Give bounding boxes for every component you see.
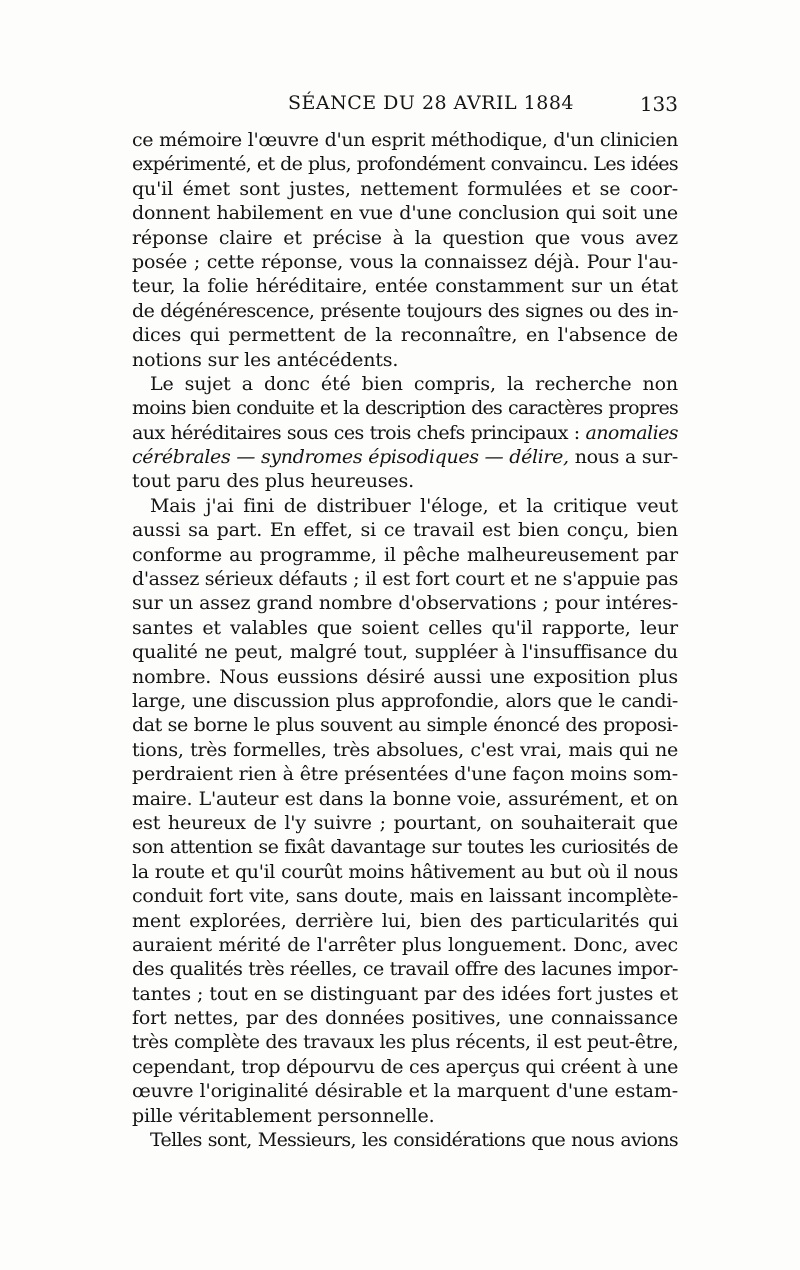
text-segment: santes et valables que soient celles qu'il rapporte, leur — [132, 616, 678, 639]
text-line — [132, 860, 678, 884]
text-segment: aussi sa part. En effet, si ce travail est bien conçu, bien — [132, 519, 678, 542]
text-line — [132, 348, 678, 372]
text-line — [132, 787, 678, 811]
text-segment: d'assez sérieux défauts ; il est fort court et ne s'appuie pas — [132, 568, 678, 591]
text-segment: donnent habilement en vue d'une conclusion qui soit une — [132, 202, 678, 225]
text-line — [132, 1079, 678, 1103]
text-line — [132, 665, 678, 689]
text-segment: très complète des travaux les plus récents, il est peut-être, — [132, 1031, 679, 1054]
text-segment: auraient mérité de l'arrêter plus longuement. Donc, avec — [132, 933, 678, 956]
text-line — [132, 469, 678, 493]
italic-text: anomalies — [585, 421, 678, 444]
text-line — [132, 372, 678, 396]
text-line — [132, 445, 678, 469]
text-segment: dat se borne le plus souvent au simple énoncé des proposi- — [132, 714, 678, 737]
text-line — [132, 543, 678, 567]
text-line — [132, 274, 678, 298]
text-segment: qu'il émet sont justes, nettement formulées et se coor- — [132, 177, 678, 200]
text-line — [132, 177, 678, 201]
text-line — [132, 421, 678, 445]
text-line — [132, 152, 678, 176]
text-segment: tantes ; tout en se distinguant par des idées fort justes et — [132, 982, 678, 1005]
text-line — [132, 226, 678, 250]
text-line — [132, 933, 678, 957]
text-line — [132, 689, 678, 713]
text-line — [132, 128, 678, 152]
text-segment: posée ; cette réponse, vous la connaissez déjà. Pour l'au- — [132, 250, 678, 273]
text-segment: moins bien conduite et la description des caractères propres — [132, 397, 678, 420]
text-line — [132, 1030, 678, 1054]
running-head: SÉANCE DU 28 AVRIL 1884 — [288, 92, 574, 114]
text-line — [132, 591, 678, 615]
text-segment: aux héréditaires sous ces trois chefs principaux : — [132, 421, 586, 444]
text-line — [132, 494, 678, 518]
text-segment: notions sur les antécédents. — [132, 348, 399, 371]
text-line — [132, 1006, 678, 1030]
text-segment: est heureux de l'y suivre ; pourtant, on souhaiterait que — [132, 811, 678, 834]
text-segment: son attention se fixât davantage sur toutes les curiosités de — [132, 836, 678, 859]
text-segment: réponse claire et précise à la question que vous avez — [132, 226, 678, 249]
text-segment: la route et qu'il courût moins hâtivement au but où il nous — [132, 860, 678, 883]
text-line — [132, 616, 678, 640]
text-line — [132, 396, 678, 420]
text-segment: conforme au programme, il pêche malheureusement par — [132, 543, 678, 566]
text-line — [132, 909, 678, 933]
text-segment: pille véritablement personnelle. — [132, 1104, 435, 1127]
text-segment: teur, la folie héréditaire, entée constamment sur un état — [132, 275, 678, 298]
text-line — [132, 811, 678, 835]
page-number: 133 — [639, 92, 678, 116]
text-line — [132, 982, 678, 1006]
text-line — [132, 713, 678, 737]
text-segment: cependant, trop dépourvu de ces aperçus qui créent à une — [132, 1055, 678, 1078]
text-segment: des qualités très réelles, ce travail offre des lacunes impor- — [132, 958, 678, 981]
text-segment: Le sujet a donc été bien compris, la recherche non — [150, 372, 678, 395]
text-line — [132, 1104, 678, 1128]
text-segment: ment explorées, derrière lui, bien des particularités qui — [132, 909, 678, 932]
text-segment: tions, très formelles, très absolues, c'est vrai, mais qui ne — [132, 738, 678, 761]
text-segment: ce mémoire l'œuvre d'un esprit méthodique, d'un clinicien — [132, 129, 678, 151]
text-segment: nous a sur- — [568, 446, 678, 469]
text-segment: expérimenté, et de plus, profondément convaincu. Les idées — [132, 153, 678, 176]
text-segment: qualité ne peut, malgré tout, suppléer à l'insuffisance du — [132, 641, 678, 664]
text-line — [132, 299, 678, 323]
text-segment: tout paru des plus heureuses. — [132, 470, 415, 493]
text-segment: maire. L'auteur est dans la bonne voie, assurément, et on — [132, 787, 678, 810]
text-segment: Telles sont, Messieurs, les considérations que nous avions — [150, 1129, 678, 1152]
text-line — [132, 323, 678, 347]
text-line — [132, 1055, 678, 1079]
text-line — [132, 762, 678, 786]
text-segment: perdraient rien à être présentées d'une façon moins som- — [132, 763, 678, 786]
text-line — [132, 835, 678, 859]
page-header — [132, 92, 678, 122]
text-line — [132, 884, 678, 908]
text-line — [132, 518, 678, 542]
text-segment: conduit fort vite, sans doute, mais en laissant incomplète- — [132, 885, 678, 908]
italic-text: cérébrales — syndromes épisodiques — délire, — [132, 446, 569, 469]
text-line — [132, 250, 678, 274]
text-segment: de dégénérescence, présente toujours des signes ou des in- — [132, 299, 678, 322]
text-segment: large, une discussion plus approfondie, alors que le candi- — [132, 689, 678, 712]
body-text — [132, 128, 678, 1152]
text-segment: œuvre l'originalité désirable et la marquent d'une estam- — [132, 1080, 678, 1103]
text-segment: fort nettes, par des données positives, une connaissance — [132, 1007, 678, 1030]
text-line — [132, 1128, 678, 1152]
text-segment: Mais j'ai fini de distribuer l'éloge, et la critique veut — [150, 494, 678, 517]
text-line — [132, 957, 678, 981]
text-line — [132, 201, 678, 225]
text-line — [132, 567, 678, 591]
text-segment: sur un assez grand nombre d'observations ; pour intéres- — [132, 592, 678, 615]
text-line — [132, 640, 678, 664]
text-line — [132, 738, 678, 762]
text-segment: nombre. Nous eussions désiré aussi une exposition plus — [132, 665, 678, 688]
text-segment: dices qui permettent de la reconnaître, en l'absence de — [132, 324, 678, 347]
